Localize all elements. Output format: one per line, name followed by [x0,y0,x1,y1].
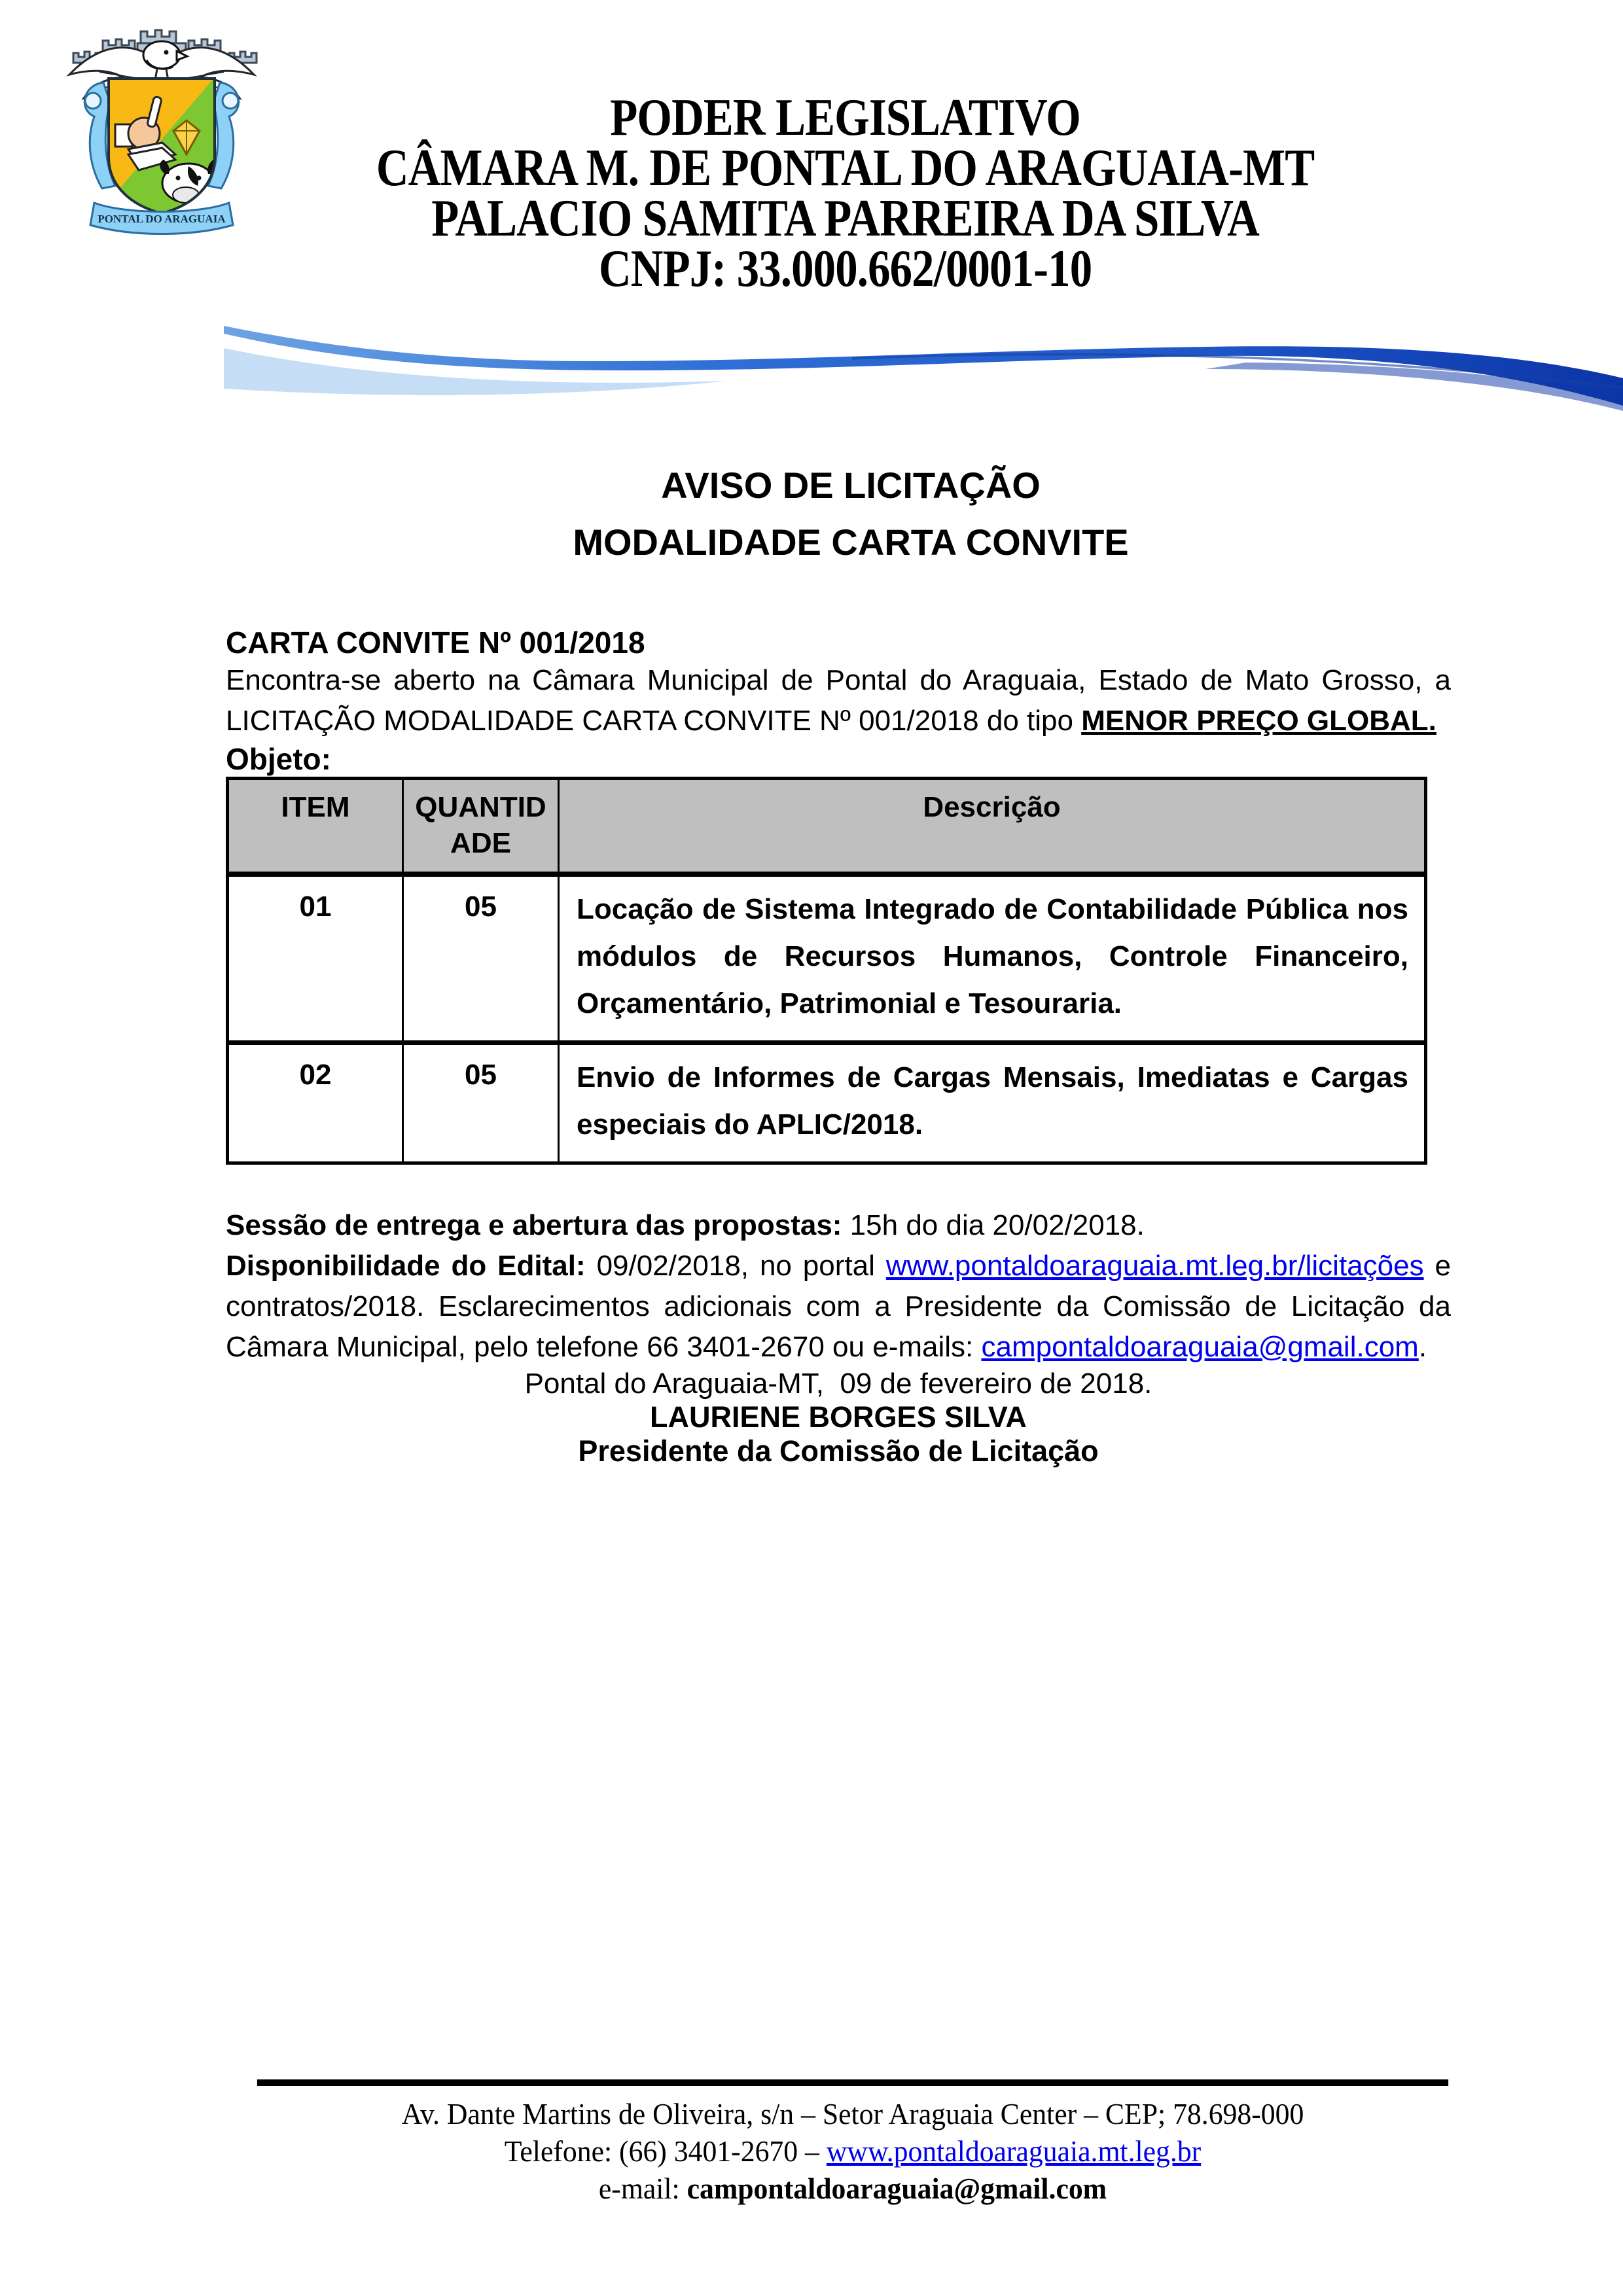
col-header-quantidade: QUANTIDADE [403,779,559,875]
row1-desc: Locação de Sistema Integrado de Contabilidade Pública nos módulos de Recursos Humanos, Controle Financeiro, Orçamentário, Patrimonial e Tesouraria. [559,874,1426,1043]
row2-item: 02 [228,1043,403,1163]
email-link[interactable]: campontaldoaraguaia@gmail.com [981,1331,1419,1363]
org-line-camara: CÂMARA M. DE PONTAL DO ARAGUAIA-MT [376,139,1315,197]
org-line-cnpj: CNPJ: 33.000.662/0001-10 [598,240,1092,298]
row2-qty: 05 [403,1043,559,1163]
session-paragraph [226,1205,1451,1246]
menor-preco-emphasis: MENOR PREÇO GLOBAL. [1081,705,1436,737]
decorative-wave [224,322,1623,414]
page-footer [257,2079,1448,2207]
row1-item: 01 [228,874,403,1043]
org-header [114,89,1510,298]
crest-banner-text: PONTAL DO ARAGUAIA [98,213,226,225]
carta-convite-reference: CARTA CONVITE Nº 001/2018 [226,626,645,660]
intro-paragraph [226,660,1451,741]
signature-role: Presidente da Comissão de Licitação [578,1434,1099,1468]
place-date-line: Pontal do Araguaia-MT, 09 de fevereiro de 2018. [524,1368,1152,1400]
edital-text-2: e contratos/2018. Esclarecimentos adicionais com a Presidente da Comissão de Licitação da Câmara Municipal, pelo telefone 66 3401-2670 ou e-mails: [226,1250,1451,1363]
org-line-palacio: PALACIO SAMITA PARREIRA DA SILVA [431,190,1259,247]
session-label: Sessão de entrega e abertura das propostas: [226,1209,842,1241]
row2-desc: Envio de Informes de Cargas Mensais, Imediatas e Cargas especiais do APLIC/2018. [559,1043,1426,1163]
table-row [228,1043,1426,1163]
footer-phone-label: Telefone: (66) 3401-2670 – [504,2134,827,2168]
col-header-item: ITEM [228,779,403,875]
row1-qty: 05 [403,874,559,1043]
title-line-modalidade: MODALIDADE CARTA CONVITE [573,521,1129,563]
session-value: 15h do dia 20/02/2018. [842,1209,1145,1241]
document-body [226,625,1451,1468]
object-label: Objeto: [226,742,331,776]
licitacoes-portal-link[interactable]: www.pontaldoaraguaia.mt.leg.br/licitações [885,1250,1424,1282]
footer-address: Av. Dante Martins de Oliveira, s/n – Setor Araguaia Center – CEP; 78.698-000 [401,2097,1304,2130]
footer-email-label: e-mail: [598,2172,687,2205]
table-header-row [228,779,1426,875]
edital-paragraph [226,1246,1451,1368]
footer-email-line [257,2170,1448,2207]
col-header-descricao: Descrição [559,779,1426,875]
edital-label: Disponibilidade do Edital: [226,1250,586,1282]
table-row [228,874,1426,1043]
signature-name: LAURIENE BORGES SILVA [650,1400,1027,1434]
org-line-poder: PODER LEGISLATIVO [610,89,1080,147]
footer-phone-line [257,2132,1448,2170]
footer-site-link[interactable]: www.pontaldoaraguaia.mt.leg.br [826,2134,1202,2168]
footer-email-value: campontaldoaraguaia@gmail.com [687,2172,1107,2205]
edital-text-3: . [1418,1331,1427,1363]
intro-text: Encontra-se aberto na Câmara Municipal de Pontal do Araguaia, Estado de Mato Grosso, a LICITAÇÃO MODALIDADE CARTA CONVITE Nº 001/2018 do tipo [226,664,1451,737]
edital-text-1: 09/02/2018, no portal [585,1250,886,1282]
items-table [226,777,1427,1165]
title-line-aviso: AVISO DE LICITAÇÃO [661,465,1041,506]
document-title [0,457,1623,571]
